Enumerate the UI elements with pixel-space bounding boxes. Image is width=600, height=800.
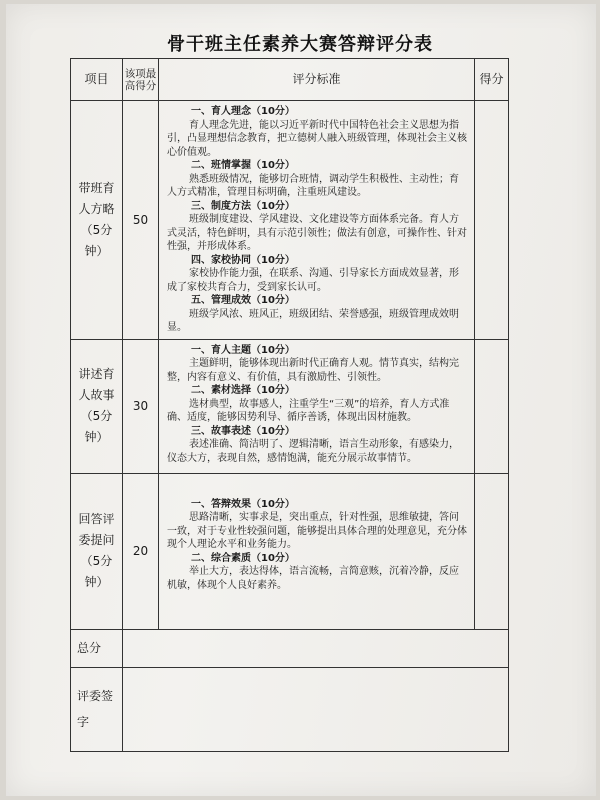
score-cell[interactable] xyxy=(475,473,509,629)
criteria-heading: 二、综合素质（10分） xyxy=(191,552,295,564)
header-max-score: 该项最高得分 xyxy=(123,59,159,101)
total-label: 总分 xyxy=(71,629,123,667)
header-criteria: 评分标准 xyxy=(159,59,475,101)
criteria-text: 主题鲜明，能够体现出新时代正确育人观。情节真实，结构完整，内容有意义、有价值，具有激励性、引领性。 xyxy=(167,358,459,383)
max-score-value: 50 xyxy=(123,101,159,340)
criteria-heading: 三、制度方法（10分） xyxy=(191,200,295,212)
header-row xyxy=(71,59,509,101)
criteria-cell xyxy=(159,339,475,473)
criteria-text: 熟悉班级情况，能够切合班情，调动学生积极性、主动性；育人方式精准，管理目标明确，注重班风建设。 xyxy=(167,173,459,198)
criteria-cell xyxy=(159,473,475,629)
header-project: 项目 xyxy=(71,59,123,101)
total-value-cell[interactable] xyxy=(123,629,509,667)
row-judge-questions xyxy=(71,473,509,629)
criteria-text: 班级制度建设、学风建设、文化建设等方面体系完备。育人方式灵活，特色鲜明，具有示范引领性；做法有创意，可操作性、针对性强，并形成体系。 xyxy=(167,214,467,252)
score-table xyxy=(70,58,509,752)
project-label: 带班育人方略（5分钟） xyxy=(71,101,123,340)
criteria-heading: 一、答辩效果（10分） xyxy=(191,498,295,510)
row-signature xyxy=(71,667,509,751)
criteria-text: 家校协作能力强，在联系、沟通、引导家长方面成效显著，形成了家校共育合力，受到家长认可。 xyxy=(167,268,459,293)
header-score: 得分 xyxy=(475,59,509,101)
criteria-text: 表述准确、简洁明了、逻辑清晰，语言生动形象，有感染力，仪态大方，表现自然，感情饱满，能充分展示故事情节。 xyxy=(167,439,459,464)
criteria-heading: 三、故事表述（10分） xyxy=(191,425,295,437)
criteria-text: 育人理念先进，能以习近平新时代中国特色社会主义思想为指引，凸显理想信念教育，把立德树人融入班级管理，体现社会主义核心价值观。 xyxy=(167,119,467,158)
criteria-text: 选材典型，故事感人，注重学生“三观”的培养，育人方式准确、适度，能够因势利导、循序善诱，体现出因材施教。 xyxy=(167,398,450,423)
score-cell[interactable] xyxy=(475,339,509,473)
criteria-heading: 四、家校协同（10分） xyxy=(191,254,295,266)
criteria-heading: 二、班情掌握（10分） xyxy=(191,160,295,171)
row-total xyxy=(71,629,509,667)
max-score-value: 20 xyxy=(123,473,159,629)
criteria-text: 思路清晰，实事求是，突出重点，针对性强，思维敏捷，答问一致，对于专业性较强问题，能够提出具体合理的处理意见，充分体现个人理论水平和业务能力。 xyxy=(167,512,467,550)
row-education-story xyxy=(71,339,509,473)
row-class-strategy xyxy=(71,101,509,340)
criteria-heading: 五、管理成效（10分） xyxy=(191,295,295,306)
project-label: 回答评委提问（5分钟） xyxy=(71,473,123,629)
signature-label: 评委签字 xyxy=(71,667,123,751)
criteria-text: 班级学风浓、班风正，班级团结、荣誉感强，班级管理成效明显。 xyxy=(167,308,459,333)
criteria-heading: 一、育人理念（10分） xyxy=(191,106,295,117)
criteria-heading: 一、育人主题（10分） xyxy=(191,344,295,356)
criteria-heading: 二、素材选择（10分） xyxy=(191,385,295,396)
criteria-text: 举止大方，表达得体，语言流畅，言简意赅，沉着冷静，反应机敏，体现个人良好素养。 xyxy=(167,566,459,591)
page-title: 骨干班主任素养大赛答辩评分表 xyxy=(167,34,433,55)
score-cell[interactable] xyxy=(475,101,509,340)
max-score-value: 30 xyxy=(123,339,159,473)
criteria-cell xyxy=(159,101,475,340)
signature-cell[interactable] xyxy=(123,667,509,751)
project-label: 讲述育人故事（5分钟） xyxy=(71,339,123,473)
